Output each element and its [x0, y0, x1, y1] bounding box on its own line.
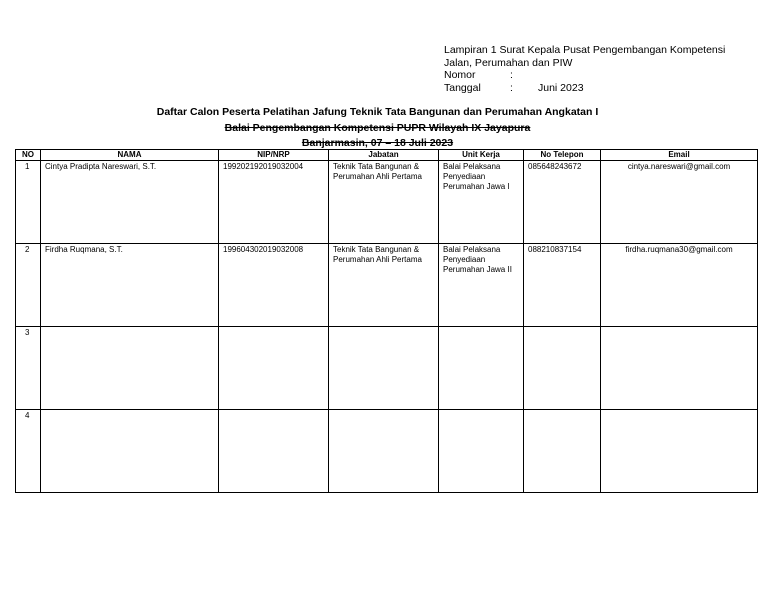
tanggal-row: [444, 82, 725, 95]
cell-jabatan: Teknik Tata Bangunan & Perumahan Ahli Pertama: [329, 161, 439, 244]
tanggal-colon: :: [510, 81, 513, 94]
cell-no: 2: [16, 244, 41, 327]
cell-unit-kerja: [439, 410, 524, 493]
header-line-2: Jalan, Perumahan dan PIW: [444, 56, 573, 69]
cell-unit-kerja: [439, 327, 524, 410]
cell-nama: [41, 410, 219, 493]
column-header-unit-kerja: Unit Kerja: [439, 150, 524, 161]
cell-jabatan: [329, 410, 439, 493]
cell-nama: [41, 327, 219, 410]
cell-nip: 199604302019032008: [219, 244, 329, 327]
column-header-jabatan: Jabatan: [329, 150, 439, 161]
letter-header: [444, 44, 725, 94]
column-header-no: NO: [16, 150, 41, 161]
cell-nip: [219, 410, 329, 493]
cell-email: cintya.nareswari@gmail.com: [601, 161, 758, 244]
cell-no: 1: [16, 161, 41, 244]
table-header-row: [16, 150, 758, 161]
cell-unit-kerja: Balai Pelaksana Penyediaan Perumahan Jawa I: [439, 161, 524, 244]
column-header-nip: NIP/NRP: [219, 150, 329, 161]
cell-nip: 199202192019032004: [219, 161, 329, 244]
cell-nip: [219, 327, 329, 410]
cell-telepon: [524, 410, 601, 493]
cell-nama: Cintya Pradipta Nareswari, S.T.: [41, 161, 219, 244]
cell-no: 3: [16, 327, 41, 410]
table-row: [16, 410, 758, 493]
table-row: [16, 161, 758, 244]
header-line-1: Lampiran 1 Surat Kepala Pusat Pengembangan Kompetensi: [444, 44, 726, 56]
cell-telepon: 085648243672: [524, 161, 601, 244]
nomor-label: Nomor: [444, 69, 476, 81]
cell-telepon: 088210837154: [524, 244, 601, 327]
cell-email: [601, 327, 758, 410]
table-row: [16, 327, 758, 410]
cell-email: [601, 410, 758, 493]
column-header-telepon: No Telepon: [524, 150, 601, 161]
cell-telepon: [524, 327, 601, 410]
tanggal-value: Juni 2023: [538, 81, 584, 94]
document-subtitle: Balai Pengembangan Kompetensi PUPR Wilayah IX Jayapura: [224, 122, 531, 134]
column-header-email: Email: [601, 150, 758, 161]
cell-email: firdha.ruqmana30@gmail.com: [601, 244, 758, 327]
nomor-row: [444, 69, 725, 82]
table-row: [16, 244, 758, 327]
column-header-nama: NAMA: [41, 150, 219, 161]
cell-jabatan: [329, 327, 439, 410]
tanggal-label: Tanggal: [444, 81, 481, 94]
nomor-colon: :: [510, 69, 513, 81]
participants-table: [15, 149, 758, 493]
cell-unit-kerja: Balai Pelaksana Penyediaan Perumahan Jawa II: [439, 244, 524, 327]
cell-nama: Firdha Ruqmana, S.T.: [41, 244, 219, 327]
cell-jabatan: Teknik Tata Bangunan & Perumahan Ahli Pertama: [329, 244, 439, 327]
document-title: Daftar Calon Peserta Pelatihan Jafung Teknik Tata Bangunan dan Perumahan Angkatan I: [156, 106, 599, 118]
document-location-date: Banjarmasin, 07 – 18 Juli 2023: [301, 137, 454, 149]
cell-no: 4: [16, 410, 41, 493]
